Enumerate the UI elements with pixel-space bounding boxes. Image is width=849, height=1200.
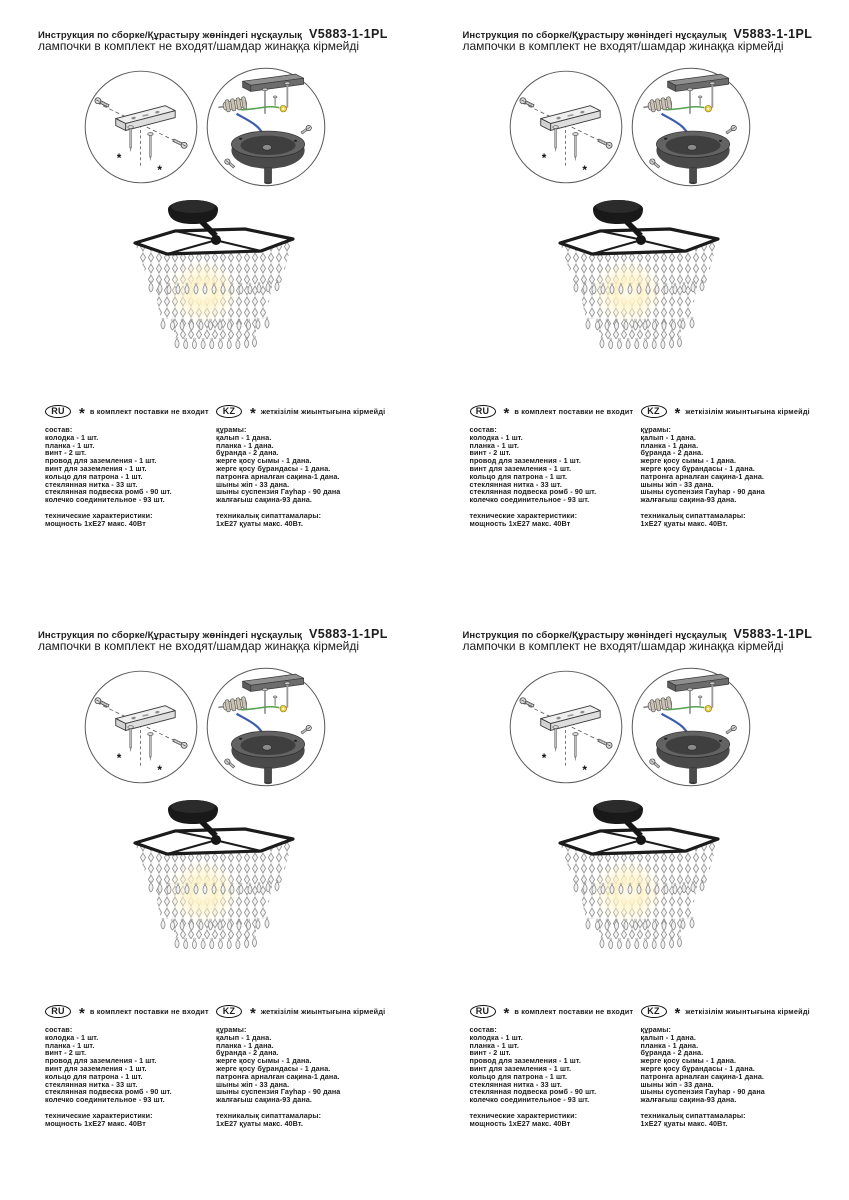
part-line: стеклянная нитка - 33 шт. [45,479,138,489]
instruction-panel [0,600,425,1200]
ru-specs-line: мощность 1хЕ27 макс. 40Вт [469,518,571,528]
kz-badge-row [216,404,411,422]
assembly-title: Инструкция по сборке/Құрастыру жөніндегі нұсқаулық [462,30,727,41]
part-line: патронға арналған сақина-1 дана. [640,1071,765,1081]
ru-specs [45,1112,213,1128]
not-included-asterisk: * [541,751,546,766]
kz-not-included-note: жеткізілім жиынтығына кірмейді [260,1006,386,1016]
part-line: винт для заземления - 1 шт. [45,463,147,473]
asterisk-marker: * [79,1005,85,1022]
bulbs-not-included-note: лампочки в комплект не входят/шамдар жинаққа кірмейді [38,39,360,53]
ru-badge-row [45,404,213,422]
part-line: винт для заземления - 1 шт. [45,1063,147,1073]
part-line: кольцо для патрона - 1 шт. [45,1071,143,1081]
part-line: қалып - 1 дана. [640,432,696,442]
ceiling-bracket-icon [243,74,304,91]
asterisk-marker: * [674,405,681,422]
kz-specs-title: техникалық сипаттамалары: [216,1110,322,1120]
not-included-asterisk: * [581,763,587,778]
assembly-title: Инструкция по сборке/Құрастыру жөніндегі нұсқаулық [462,630,727,641]
not-included-asterisk: * [116,151,122,166]
part-line: жерге қосу сымы - 1 дана. [640,1056,737,1066]
part-line: жалғағыш сақина-93 дана. [216,1095,312,1105]
part-line: винт для заземления - 1 шт. [469,463,572,473]
kz-parts-list [641,1026,836,1104]
ru-specs-title: технические характеристики: [469,1110,578,1120]
ru-parts-title: состав: [469,1025,497,1034]
ru-specs-title: технические характеристики: [45,1110,153,1120]
kz-specs-title: техникалық сипаттамалары: [216,510,322,520]
screw-top-left-icon [518,697,534,709]
side-screw-right-icon [725,724,737,735]
part-line: шыны суспензия Гауһар - 90 дана [216,487,341,497]
bracket-mounting-diagram [509,670,623,784]
part-line: планка - 1 дана. [640,1040,699,1050]
diagram-circle-border [510,671,622,783]
standoff-screw-right-icon [148,133,154,162]
ru-specs [470,512,638,528]
kz-specs-line: 1хЕ27 қуаты макс. 40Вт. [640,1118,728,1128]
part-line: патронға арналған сақина-1 дана. [640,471,765,481]
not-included-asterisk: * [581,163,587,178]
terminal-block-icon [642,696,672,713]
part-line: планка - 1 дана. [216,440,274,450]
part-line: колечко соединительное - 93 шт. [469,1095,590,1105]
ceiling-canopy [593,800,643,824]
ru-parts-title: состав: [45,1025,73,1034]
part-line: шыны суспензия Гауһар - 90 дана [216,1087,341,1097]
ceiling-canopy [593,200,643,224]
ceiling-canopy [168,200,218,224]
part-line: жерге қосу сымы - 1 дана. [216,456,312,466]
screw-bottom-right-icon [597,737,613,749]
part-line: жерге қосу бұрандасы - 1 дана. [640,1063,755,1073]
part-line: шыны жіп - 33 дана. [216,1079,290,1089]
ru-section [45,404,213,528]
ru-not-included-note: в комплект поставки не входит [89,1006,209,1016]
asterisk-marker: * [79,405,85,422]
part-line: винт для заземления - 1 шт. [469,1063,572,1073]
part-line: винт - 2 шт. [45,448,87,458]
part-line: колечко соединительное - 93 шт. [469,495,590,505]
asterisk-marker: * [250,405,256,422]
side-screw-left-icon [224,758,236,769]
part-line: стеклянная подвеска ромб - 90 шт. [469,487,597,497]
kz-not-included-note: жеткізілім жиынтығына кірмейді [685,406,810,416]
side-screw-left-icon [648,758,660,769]
ru-badge: RU [470,405,496,418]
part-line: жерге қосу бұрандасы - 1 дана. [216,1063,331,1073]
ru-badge: RU [45,405,71,418]
ru-badge-row [470,1004,638,1022]
standoff-screw-right-icon [572,733,578,762]
part-line: бұранда - 2 дана. [640,448,704,458]
part-line: провод для заземления - 1 шт. [469,1056,581,1066]
canopy-wiring-diagram [631,67,751,187]
terminal-block-icon [217,696,247,713]
part-line: винт - 2 шт. [45,1048,87,1058]
ring-terminal-hole [707,708,709,710]
part-line: жалғағыш сақина-93 дана. [640,495,737,505]
canopy-cup-icon [656,131,729,184]
canopy-wiring-diagram [631,667,751,787]
side-screw-right-icon [300,724,312,735]
part-line: колечко соединительное - 93 шт. [45,1095,165,1105]
screw-top-left-icon [94,697,110,709]
mounting-bracket-icon [116,106,175,131]
ru-specs [470,1112,638,1128]
part-line: колодка - 1 шт. [469,1032,523,1042]
ceiling-bracket-icon [667,674,728,691]
frame-hub [636,235,646,245]
not-included-asterisk: * [157,763,162,778]
kz-parts-list [641,426,836,504]
part-line: кольцо для патрона - 1 шт. [469,1071,568,1081]
ru-specs-title: технические характеристики: [45,510,153,520]
instruction-panel [425,600,849,1200]
ceiling-bracket-icon [667,74,728,91]
standoff-screw-right-icon [148,733,154,762]
kz-parts-title: құрамы: [216,425,247,434]
ru-section [45,1004,213,1128]
model-number: V5883-1-1PL [733,627,813,641]
part-line: бұранда - 2 дана. [216,1048,279,1058]
ru-parts-list [470,426,638,504]
kz-specs-line: 1хЕ27 қуаты макс. 40Вт. [216,1118,303,1128]
part-line: планка - 1 шт. [45,440,95,450]
ceiling-canopy [168,800,218,824]
diagram-circle-border [85,71,197,183]
part-line: планка - 1 шт. [45,1040,95,1050]
not-included-asterisk: * [116,751,122,766]
assembly-title: Инструкция по сборке/Құрастыру жөніндегі нұсқаулық [38,30,302,41]
kz-specs [641,1112,836,1128]
ru-parts-title: состав: [469,425,497,434]
frame-hub [211,835,221,845]
ru-specs-title: технические характеристики: [469,510,578,520]
part-line: винт - 2 шт. [469,448,511,458]
part-line: винт - 2 шт. [469,1048,511,1058]
side-screw-left-icon [648,158,660,169]
screw-bottom-right-icon [172,137,188,149]
part-line: планка - 1 дана. [640,440,699,450]
part-line: колодка - 1 шт. [469,432,523,442]
asterisk-marker: * [503,1005,510,1022]
side-screw-left-icon [224,158,236,169]
bracket-mounting-diagram [84,70,198,184]
ru-parts-list [470,1026,638,1104]
part-line: провод для заземления - 1 шт. [45,1056,157,1066]
part-line: қалып - 1 дана. [216,432,272,442]
part-line: патронға арналған сақина-1 дана. [216,471,340,481]
part-line: патронға арналған сақина-1 дана. [216,1071,340,1081]
kz-badge: KZ [216,1005,242,1018]
part-line: бұранда - 2 дана. [216,448,279,458]
kz-section [641,404,836,528]
chandelier-photo [548,197,730,349]
kz-specs [216,1112,411,1128]
frame-hub [636,835,646,845]
part-line: қалып - 1 дана. [216,1032,272,1042]
diagram-circle-border [510,71,622,183]
part-line: планка - 1 шт. [469,1040,519,1050]
canopy-cup-icon [231,131,304,184]
diagram-circle-border [85,671,197,783]
kz-specs-line: 1хЕ27 қуаты макс. 40Вт. [640,518,728,528]
part-line: стеклянная подвеска ромб - 90 шт. [45,1087,172,1097]
part-line: колодка - 1 шт. [45,1032,99,1042]
ru-badge-row [470,404,638,422]
bracket-mounting-diagram [84,670,198,784]
mounting-bracket-icon [116,706,175,731]
kz-badge-row [216,1004,411,1022]
assembly-title: Инструкция по сборке/Құрастыру жөніндегі нұсқаулық [38,630,302,641]
ring-terminal-hole [282,708,284,710]
kz-not-included-note: жеткізілім жиынтығына кірмейді [260,406,386,416]
terminal-block-icon [642,96,672,113]
chandelier-photo [123,797,305,949]
kz-badge-row [641,1004,836,1022]
part-line: стеклянная подвеска ромб - 90 шт. [469,1087,597,1097]
kz-badge-row [641,404,836,422]
part-line: стеклянная подвеска ромб - 90 шт. [45,487,172,497]
part-line: колечко соединительное - 93 шт. [45,495,165,505]
part-line: жерге қосу бұрандасы - 1 дана. [216,463,331,473]
kz-section [216,404,411,528]
screw-top-left-icon [94,97,110,109]
frame-hub [211,235,221,245]
part-line: провод для заземления - 1 шт. [45,456,157,466]
ru-badge-row [45,1004,213,1022]
part-line: шыны жіп - 33 дана. [640,1079,714,1089]
mounting-bracket-icon [540,106,599,131]
model-number: V5883-1-1PL [733,27,813,41]
part-line: шыны жіп - 33 дана. [216,479,290,489]
not-included-asterisk: * [541,151,546,166]
kz-specs-title: техникалық сипаттамалары: [640,510,746,520]
screw-top-left-icon [518,97,534,109]
kz-parts-list [216,426,411,504]
ru-specs-line: мощность 1хЕ27 макс. 40Вт [469,1118,571,1128]
asterisk-marker: * [250,1005,256,1022]
part-line: жерге қосу сымы - 1 дана. [216,1056,312,1066]
part-line: бұранда - 2 дана. [640,1048,704,1058]
screw-bottom-right-icon [597,137,613,149]
canopy-wiring-diagram [206,667,326,787]
bulbs-not-included-note: лампочки в комплект не входят/шамдар жинаққа кірмейді [462,639,784,653]
ceiling-bracket-icon [243,674,304,691]
part-line: шыны жіп - 33 дана. [640,479,714,489]
ru-not-included-note: в комплект поставки не входит [514,1006,634,1016]
part-line: стеклянная нитка - 33 шт. [469,479,562,489]
kz-not-included-note: жеткізілім жиынтығына кірмейді [685,1006,810,1016]
part-line: жалғағыш сақина-93 дана. [216,495,312,505]
bulbs-not-included-note: лампочки в комплект не входят/шамдар жинаққа кірмейді [38,639,360,653]
kz-badge: KZ [641,1005,667,1018]
side-screw-right-icon [300,124,312,135]
instruction-panel [425,0,849,600]
ru-parts-list [45,1026,213,1104]
model-number: V5883-1-1PL [309,27,388,41]
terminal-block-icon [217,96,247,113]
kz-section [216,1004,411,1128]
model-number: V5883-1-1PL [309,627,388,641]
part-line: кольцо для патрона - 1 шт. [45,471,143,481]
ru-specs-line: мощность 1хЕ27 макс. 40Вт [45,1118,146,1128]
bracket-mounting-diagram [509,70,623,184]
ring-terminal-hole [282,108,284,110]
part-line: стеклянная нитка - 33 шт. [469,1079,562,1089]
part-line: шыны суспензия Гауһар - 90 дана [640,1087,765,1097]
bulbs-not-included-note: лампочки в комплект не входят/шамдар жинаққа кірмейді [462,39,784,53]
ru-parts-list [45,426,213,504]
ru-section [470,404,638,528]
ring-terminal-hole [707,108,709,110]
side-screw-right-icon [725,124,737,135]
mounting-bracket-icon [540,706,599,731]
chandelier-photo [548,797,730,949]
kz-specs-line: 1хЕ27 қуаты макс. 40Вт. [216,518,303,528]
part-line: жерге қосу бұрандасы - 1 дана. [640,463,755,473]
ru-not-included-note: в комплект поставки не входит [514,406,634,416]
ru-section [470,1004,638,1128]
part-line: планка - 1 дана. [216,1040,274,1050]
kz-badge: KZ [641,405,667,418]
kz-section [641,1004,836,1128]
ru-parts-title: состав: [45,425,73,434]
kz-specs-title: техникалық сипаттамалары: [640,1110,746,1120]
kz-specs [641,512,836,528]
part-line: қалып - 1 дана. [640,1032,696,1042]
asterisk-marker: * [674,1005,681,1022]
part-line: шыны суспензия Гауһар - 90 дана [640,487,765,497]
standoff-screw-right-icon [572,133,578,162]
part-line: провод для заземления - 1 шт. [469,456,581,466]
screw-bottom-right-icon [172,737,188,749]
not-included-asterisk: * [157,163,162,178]
kz-parts-title: құрамы: [216,1025,247,1034]
ru-badge: RU [470,1005,496,1018]
kz-parts-list [216,1026,411,1104]
part-line: кольцо для патрона - 1 шт. [469,471,568,481]
ru-specs-line: мощность 1хЕ27 макс. 40Вт [45,518,146,528]
kz-specs [216,512,411,528]
part-line: стеклянная нитка - 33 шт. [45,1079,138,1089]
asterisk-marker: * [503,405,510,422]
ru-badge: RU [45,1005,71,1018]
canopy-wiring-diagram [206,67,326,187]
kz-parts-title: құрамы: [640,425,672,434]
ru-specs [45,512,213,528]
part-line: жалғағыш сақина-93 дана. [640,1095,737,1105]
part-line: жерге қосу сымы - 1 дана. [640,456,737,466]
canopy-cup-icon [231,731,304,784]
part-line: планка - 1 шт. [469,440,519,450]
part-line: колодка - 1 шт. [45,432,99,442]
kz-badge: KZ [216,405,242,418]
chandelier-photo [123,197,305,349]
instruction-panel [0,0,425,600]
canopy-cup-icon [656,731,729,784]
kz-parts-title: құрамы: [640,1025,672,1034]
ru-not-included-note: в комплект поставки не входит [89,406,209,416]
